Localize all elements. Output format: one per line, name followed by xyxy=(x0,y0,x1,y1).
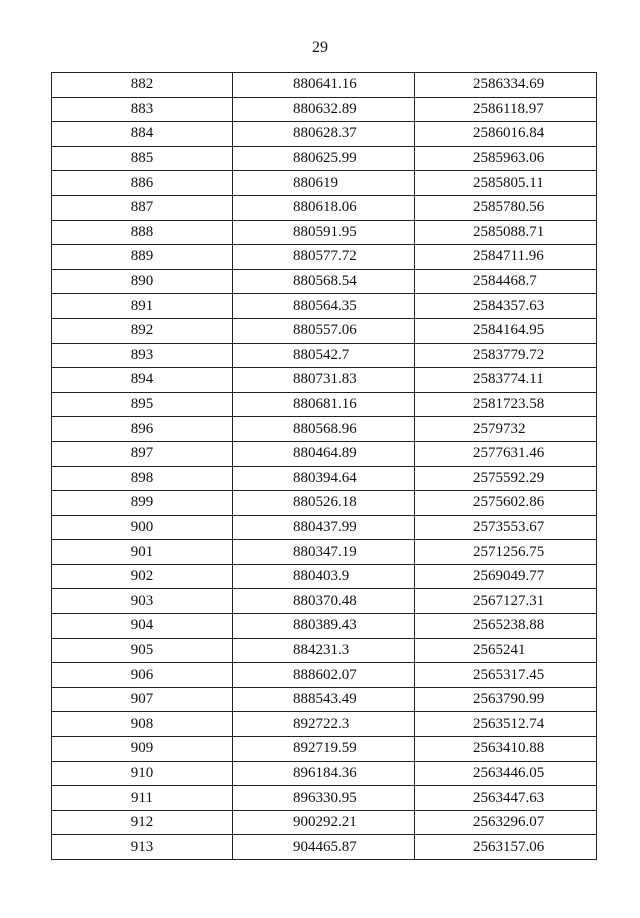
x-coordinate-cell: 880618.06 xyxy=(233,195,415,220)
point-number-cell: 902 xyxy=(52,564,233,589)
point-number-cell: 912 xyxy=(52,810,233,835)
table-row xyxy=(52,122,597,147)
x-coordinate-cell: 880389.43 xyxy=(233,614,415,639)
y-coordinate-cell: 2565317.45 xyxy=(415,663,597,688)
y-coordinate-cell: 2571256.75 xyxy=(415,540,597,565)
x-coordinate-cell: 892719.59 xyxy=(233,737,415,762)
x-coordinate-cell: 880568.96 xyxy=(233,417,415,442)
point-number-cell: 883 xyxy=(52,97,233,122)
x-coordinate-cell: 880464.89 xyxy=(233,441,415,466)
table-row xyxy=(52,810,597,835)
table-row xyxy=(52,638,597,663)
point-number-cell: 884 xyxy=(52,122,233,147)
x-coordinate-cell: 880591.95 xyxy=(233,220,415,245)
point-number-cell: 891 xyxy=(52,294,233,319)
y-coordinate-cell: 2579732 xyxy=(415,417,597,442)
y-coordinate-cell: 2584164.95 xyxy=(415,318,597,343)
table-row xyxy=(52,491,597,516)
y-coordinate-cell: 2563157.06 xyxy=(415,835,597,860)
point-number-cell: 895 xyxy=(52,392,233,417)
table-row xyxy=(52,835,597,860)
table-row xyxy=(52,663,597,688)
table-row xyxy=(52,614,597,639)
x-coordinate-cell: 880577.72 xyxy=(233,245,415,270)
x-coordinate-cell: 880628.37 xyxy=(233,122,415,147)
x-coordinate-cell: 880625.99 xyxy=(233,146,415,171)
table-row xyxy=(52,515,597,540)
y-coordinate-cell: 2577631.46 xyxy=(415,441,597,466)
table-row xyxy=(52,220,597,245)
x-coordinate-cell: 880641.16 xyxy=(233,73,415,98)
table-row xyxy=(52,269,597,294)
point-number-cell: 898 xyxy=(52,466,233,491)
x-coordinate-cell: 880632.89 xyxy=(233,97,415,122)
table-row xyxy=(52,368,597,393)
point-number-cell: 911 xyxy=(52,786,233,811)
x-coordinate-cell: 880568.54 xyxy=(233,269,415,294)
point-number-cell: 896 xyxy=(52,417,233,442)
x-coordinate-cell: 880681.16 xyxy=(233,392,415,417)
y-coordinate-cell: 2563512.74 xyxy=(415,712,597,737)
y-coordinate-cell: 2575602.86 xyxy=(415,491,597,516)
point-number-cell: 890 xyxy=(52,269,233,294)
table-row xyxy=(52,195,597,220)
y-coordinate-cell: 2585780.56 xyxy=(415,195,597,220)
point-number-cell: 903 xyxy=(52,589,233,614)
table-row xyxy=(52,712,597,737)
table-row xyxy=(52,417,597,442)
table-body xyxy=(52,73,597,860)
y-coordinate-cell: 2585088.71 xyxy=(415,220,597,245)
point-number-cell: 901 xyxy=(52,540,233,565)
y-coordinate-cell: 2583774.11 xyxy=(415,368,597,393)
y-coordinate-cell: 2586016.84 xyxy=(415,122,597,147)
y-coordinate-cell: 2575592.29 xyxy=(415,466,597,491)
y-coordinate-cell: 2569049.77 xyxy=(415,564,597,589)
table-row xyxy=(52,343,597,368)
y-coordinate-cell: 2586334.69 xyxy=(415,73,597,98)
y-coordinate-cell: 2581723.58 xyxy=(415,392,597,417)
table-row xyxy=(52,146,597,171)
point-number-cell: 907 xyxy=(52,687,233,712)
y-coordinate-cell: 2573553.67 xyxy=(415,515,597,540)
table-row xyxy=(52,97,597,122)
point-number-cell: 897 xyxy=(52,441,233,466)
y-coordinate-cell: 2563790.99 xyxy=(415,687,597,712)
table-row xyxy=(52,687,597,712)
table-row xyxy=(52,171,597,196)
coordinate-table-grid xyxy=(51,72,597,860)
y-coordinate-cell: 2563296.07 xyxy=(415,810,597,835)
point-number-cell: 906 xyxy=(52,663,233,688)
x-coordinate-cell: 884231.3 xyxy=(233,638,415,663)
point-number-cell: 887 xyxy=(52,195,233,220)
y-coordinate-cell: 2565238.88 xyxy=(415,614,597,639)
point-number-cell: 886 xyxy=(52,171,233,196)
x-coordinate-cell: 880526.18 xyxy=(233,491,415,516)
table-row xyxy=(52,441,597,466)
x-coordinate-cell: 880542.7 xyxy=(233,343,415,368)
point-number-cell: 892 xyxy=(52,318,233,343)
table-row xyxy=(52,786,597,811)
point-number-cell: 913 xyxy=(52,835,233,860)
page-number: 29 xyxy=(312,39,328,56)
x-coordinate-cell: 888543.49 xyxy=(233,687,415,712)
x-coordinate-cell: 900292.21 xyxy=(233,810,415,835)
x-coordinate-cell: 880437.99 xyxy=(233,515,415,540)
point-number-cell: 904 xyxy=(52,614,233,639)
point-number-cell: 905 xyxy=(52,638,233,663)
x-coordinate-cell: 904465.87 xyxy=(233,835,415,860)
y-coordinate-cell: 2586118.97 xyxy=(415,97,597,122)
point-number-cell: 889 xyxy=(52,245,233,270)
table-row xyxy=(52,564,597,589)
y-coordinate-cell: 2563447.63 xyxy=(415,786,597,811)
table-row xyxy=(52,73,597,98)
x-coordinate-cell: 880557.06 xyxy=(233,318,415,343)
coordinate-table xyxy=(51,72,596,860)
table-row xyxy=(52,589,597,614)
y-coordinate-cell: 2585805.11 xyxy=(415,171,597,196)
x-coordinate-cell: 888602.07 xyxy=(233,663,415,688)
x-coordinate-cell: 880731.83 xyxy=(233,368,415,393)
y-coordinate-cell: 2565241 xyxy=(415,638,597,663)
x-coordinate-cell: 880619 xyxy=(233,171,415,196)
x-coordinate-cell: 892722.3 xyxy=(233,712,415,737)
point-number-cell: 882 xyxy=(52,73,233,98)
point-number-cell: 885 xyxy=(52,146,233,171)
y-coordinate-cell: 2584711.96 xyxy=(415,245,597,270)
table-row xyxy=(52,318,597,343)
x-coordinate-cell: 880564.35 xyxy=(233,294,415,319)
table-row xyxy=(52,761,597,786)
y-coordinate-cell: 2584357.63 xyxy=(415,294,597,319)
x-coordinate-cell: 896184.36 xyxy=(233,761,415,786)
table-row xyxy=(52,466,597,491)
point-number-cell: 910 xyxy=(52,761,233,786)
table-row xyxy=(52,737,597,762)
point-number-cell: 909 xyxy=(52,737,233,762)
point-number-cell: 900 xyxy=(52,515,233,540)
y-coordinate-cell: 2563410.88 xyxy=(415,737,597,762)
point-number-cell: 893 xyxy=(52,343,233,368)
y-coordinate-cell: 2583779.72 xyxy=(415,343,597,368)
y-coordinate-cell: 2563446.05 xyxy=(415,761,597,786)
table-row xyxy=(52,294,597,319)
y-coordinate-cell: 2585963.06 xyxy=(415,146,597,171)
point-number-cell: 888 xyxy=(52,220,233,245)
x-coordinate-cell: 880403.9 xyxy=(233,564,415,589)
point-number-cell: 908 xyxy=(52,712,233,737)
x-coordinate-cell: 896330.95 xyxy=(233,786,415,811)
y-coordinate-cell: 2567127.31 xyxy=(415,589,597,614)
x-coordinate-cell: 880347.19 xyxy=(233,540,415,565)
x-coordinate-cell: 880394.64 xyxy=(233,466,415,491)
point-number-cell: 899 xyxy=(52,491,233,516)
point-number-cell: 894 xyxy=(52,368,233,393)
table-row xyxy=(52,245,597,270)
table-row xyxy=(52,540,597,565)
table-row xyxy=(52,392,597,417)
x-coordinate-cell: 880370.48 xyxy=(233,589,415,614)
y-coordinate-cell: 2584468.7 xyxy=(415,269,597,294)
